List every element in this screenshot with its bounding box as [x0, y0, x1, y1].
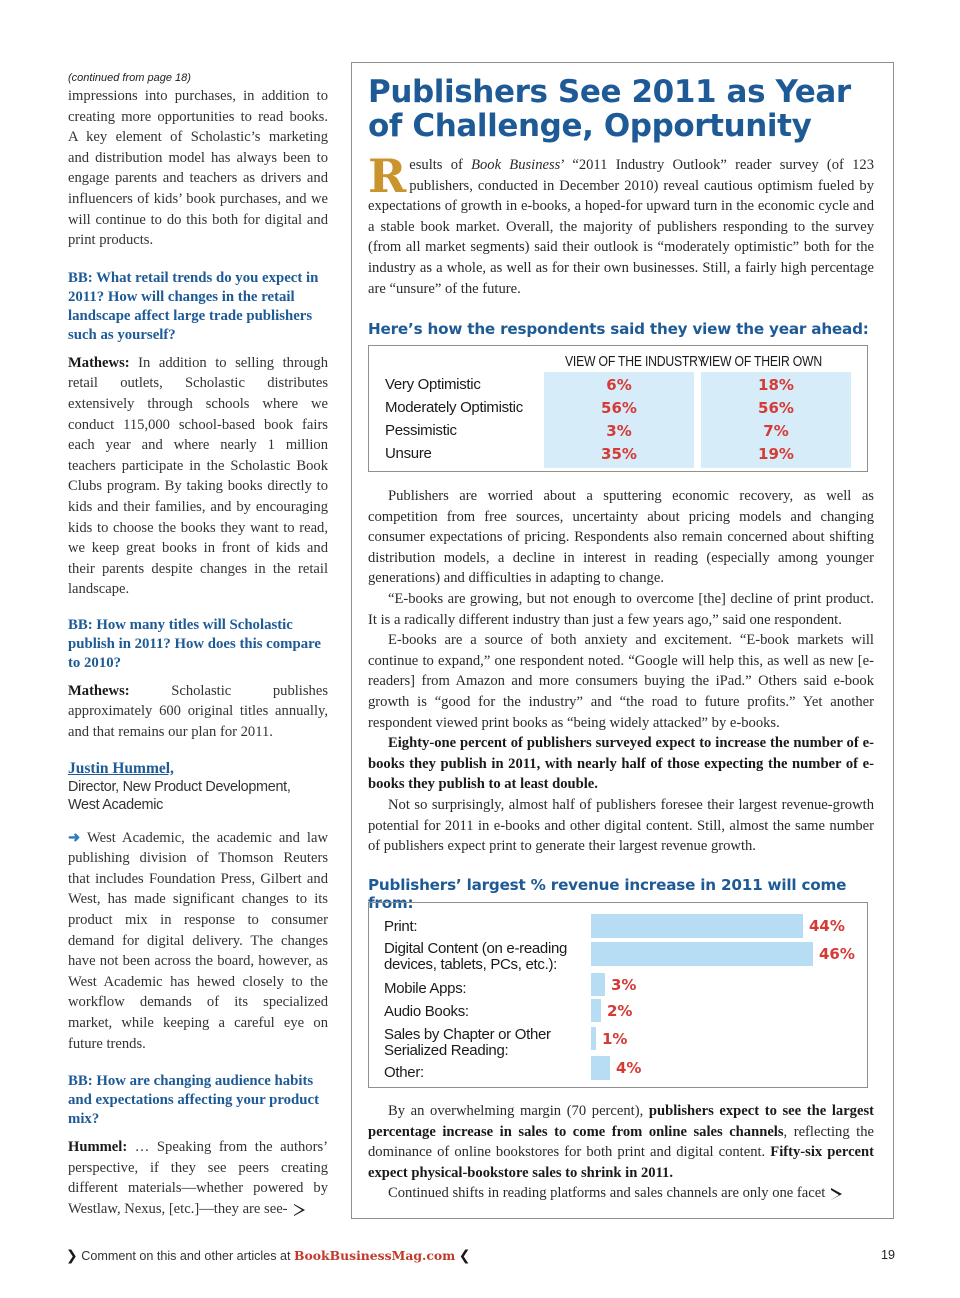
paragraph-continued: impressions into purchases, in addition to creating more opportunities to read books. A key element of Scholastic’s marketing and distribution model has always been to engage parents and teachers as drivers and influencers of kids’ book purchases, and we will continue to do this both for digital and print products. [68, 88, 328, 249]
table-row [369, 376, 867, 399]
bar-label: Digital Content (on e-reading devices, tablets, PCs, etc.): [384, 940, 568, 973]
subhead-revenue-increase: Publishers’ largest % revenue increase in 2011 will come from: [368, 876, 847, 912]
article-headline: Publishers See 2011 as Year of Challenge, Opportunity [368, 74, 851, 144]
subhead-year-ahead: Here’s how the respondents said they view the year ahead: [368, 320, 869, 338]
speaker-label: Mathews: [68, 354, 130, 371]
speaker-label: Mathews: [68, 682, 130, 699]
profile-intro-text: West Academic, the academic and law publishing division of Thomson Reuters that includes Foundation Press, Gilbert and West, has made significant changes to its product mix in response to consumer demand for digital delivery. The changes have not been across the board, however, as West Academic has hewed closely to the workflow demands of its specialized market, while keeping a careful eye on future trends. [68, 829, 328, 1052]
revenue-bar-chart [368, 902, 868, 1088]
chevron-right-icon: ❯ [66, 1248, 78, 1264]
bar [591, 1056, 610, 1080]
paragraph: Not so surprisingly, almost half of publishers foresee their largest revenue-growth potential for 2011 in e-books and other digital content. Still, almost the same number of publishers expect print to generate their largest revenue growth. [368, 796, 874, 855]
paragraph [368, 1183, 874, 1204]
industry-value: 35% [601, 445, 637, 463]
table-header-own-business: VIEW OF THEIR OWN [701, 353, 822, 370]
intro-italic: Book Business [471, 157, 561, 173]
article-intro [368, 149, 874, 299]
question-audience-habits: BB: How are changing audience habits and expectations affecting your product mix? [68, 1073, 319, 1128]
outlook-table [368, 345, 868, 472]
bar-label: Sales by Chapter or Other Serialized Reading: [384, 1026, 551, 1059]
bar-label: Mobile Apps: [384, 980, 467, 997]
continued-note: (continued from page 18) [68, 72, 191, 84]
row-label: Very Optimistic [385, 376, 481, 393]
question-titles-2011: BB: How many titles will Scholastic publish in 2011? How does this compare to 2010? [68, 616, 321, 671]
answer-audience-habits [68, 1137, 328, 1219]
bar-value-label: 3% [611, 976, 637, 994]
paragraph-bold: Eighty-one percent of publishers surveyed expect to increase the number of e-books they publish in 2011, with nearly half of those expecting the number of e-books they publish to at least double. [368, 735, 874, 793]
own-business-value: 56% [758, 399, 794, 417]
own-business-value: 7% [763, 422, 789, 440]
bar [591, 1027, 596, 1050]
left-column [68, 72, 328, 1220]
bar [591, 973, 605, 996]
bar-value-label: 4% [616, 1059, 642, 1077]
answer-retail-trends [68, 353, 328, 600]
text: By an overwhelming margin (70 percent), [388, 1103, 649, 1119]
paragraph: Publishers are worried about a sputtering economic recovery, as well as competition from free sources, uncertainty about pricing models and changing consumer expectations of pricing. Respondents also remain concerned about shifting distribution models, a decline in interest in reading (especially among younger generations) and difficulties in adapting to change. [368, 488, 874, 587]
intro-text-a: esults of [409, 157, 472, 173]
question-retail-trends: BB: What retail trends do you expect in 2011? How will changes in the retail landscape affect large trade publishers such as yourself? [68, 269, 319, 343]
footer [66, 1248, 471, 1264]
text-bold: publishers expect to see the largest percentage increase in sales to come from online sales channels [368, 1103, 874, 1140]
bar [591, 942, 813, 966]
row-label: Pessimistic [385, 422, 457, 439]
page-number: 19 [881, 1248, 896, 1262]
bar [591, 914, 803, 938]
article-body [368, 486, 874, 857]
industry-value: 6% [606, 376, 632, 394]
bar-value-label: 2% [607, 1002, 633, 1020]
industry-value: 56% [601, 399, 637, 417]
table-header-industry: VIEW OF THE INDUSTRY [565, 353, 706, 370]
bar-value-label: 1% [602, 1030, 628, 1048]
answer-text: Scholastic publishes approximately 600 original titles annually, and that remains our plan for 2011. [68, 682, 328, 741]
paragraph: “E-books are growing, but not enough to overcome [the] decline of print product. It is a radically different industry than just a few years ago,” said one respondent. [368, 590, 874, 628]
chevron-left-icon: ❮ [458, 1248, 471, 1264]
bar-label: Print: [384, 918, 418, 935]
bar [591, 999, 601, 1022]
arrow-right-icon: ➜ [68, 829, 81, 846]
paragraph [368, 1101, 874, 1183]
answer-titles-2011 [68, 681, 328, 743]
paragraph: E-books are a source of both anxiety and excitement. “E-book markets will continue to expand,” one respondent noted. “Google will help this, as well as new [e-readers] from Amazon and more consumers buying the iPad.” Others said e-book growth is “good for the industry” and “the road to future profits.” Yet another respondent viewed print books as “being widely attacked” by e-books. [368, 632, 874, 731]
table-row [369, 399, 867, 422]
bar-label: Other: [384, 1064, 424, 1081]
person-name: Justin Hummel, [68, 759, 174, 777]
speaker-label: Hummel: [68, 1139, 128, 1156]
own-business-value: 19% [758, 445, 794, 463]
own-business-value: 18% [758, 376, 794, 394]
table-row [369, 445, 867, 468]
intro-text-b: ’ “2011 Industry Outlook” reader survey (of 123 publishers, conducted in December 2010) reveal cautious optimism fueled by expectations of growth in e-books, a hoped-for upward turn in the economic cycle and a stable book market. Overall, the majority of publishers responding to the survey (from all market segments) said their outlook is “moderately optimistic” both for the industry as a whole, as well as for their own businesses. Still, a fairly high percentage are “unsure” of the future. [368, 157, 874, 297]
footer-site-link[interactable]: BookBusinessMag.com [294, 1248, 456, 1263]
table-row [369, 422, 867, 445]
answer-text: In addition to selling through retail outlets, Scholastic distributes extensively through schools where we conduct 115,000 school-based book fairs each year and where nearly 1 million teachers participate in the Scholastic Book Clubs program. By taking books directly to kids and their families, and by encouraging kids to choose the books they want to read, we keep great books in front of kids and their parents despite changes in the retail landscape. [68, 354, 328, 598]
bar-value-label: 46% [819, 945, 855, 963]
profile-header [68, 759, 328, 814]
text: , reflecting the dominance of online bookstores for both print and digital content. [368, 1123, 874, 1161]
person-title: Director, New Product Development, [68, 778, 291, 795]
continue-triangle-inner [831, 1190, 839, 1200]
article-body-continued [368, 1101, 874, 1204]
bar-value-label: 44% [809, 917, 845, 935]
profile-intro [68, 828, 328, 1055]
row-label: Unsure [385, 445, 432, 462]
industry-value: 3% [606, 422, 632, 440]
continue-triangle-inner [294, 1205, 302, 1215]
row-label: Moderately Optimistic [385, 399, 523, 416]
text-bold: Fifty-six percent expect physical-bookstore sales to shrink in 2011. [368, 1144, 875, 1181]
answer-text: … Speaking from the authors’ perspective, if they see peers creating different materials—whether powered by Westlaw, Nexus, [etc.]—they are see- [68, 1139, 328, 1217]
text: Continued shifts in reading platforms and sales channels are only one facet [388, 1185, 826, 1202]
footer-text: Comment on this and other articles at [81, 1249, 295, 1263]
bar-label: Audio Books: [384, 1003, 469, 1020]
drop-cap: R [368, 149, 407, 203]
person-company: West Academic [68, 796, 164, 813]
sidebar-article [351, 62, 894, 1219]
